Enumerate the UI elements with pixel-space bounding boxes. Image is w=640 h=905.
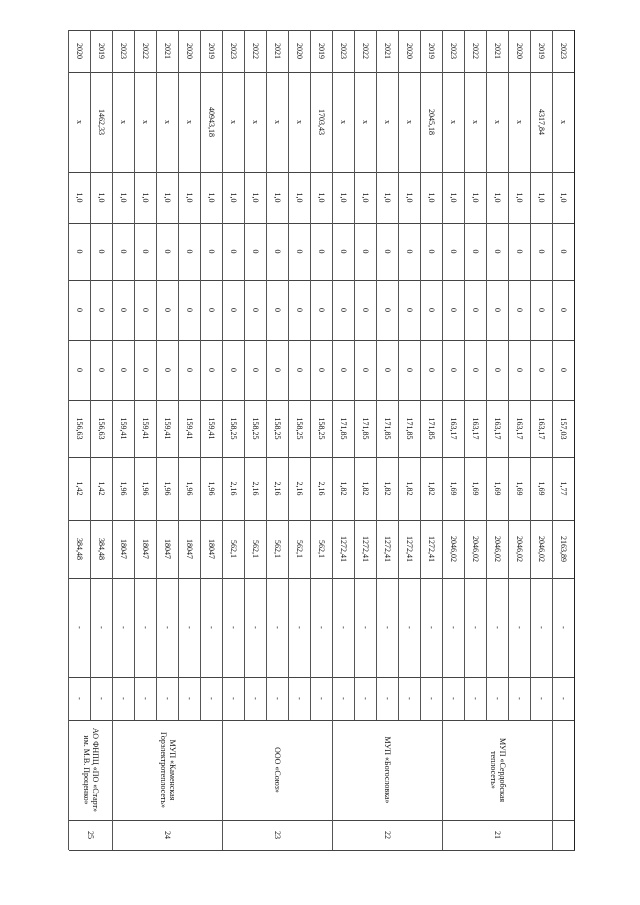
- value-cell: 0: [251, 308, 261, 312]
- value-cell: 562,1: [229, 540, 239, 558]
- value-cell: 1272,41: [427, 536, 437, 562]
- value-cell: 163,17: [471, 417, 481, 440]
- value-cell: -: [229, 697, 239, 700]
- year-cell: 2020: [515, 43, 525, 59]
- value-cell: 0: [383, 249, 393, 254]
- value-cell: x: [493, 120, 503, 124]
- value-cell: 0: [75, 249, 85, 254]
- year-cell: 2019: [537, 43, 547, 59]
- year-cell: 2023: [229, 43, 239, 59]
- value-cell: 1272,41: [383, 536, 393, 562]
- value-cell: 0: [119, 368, 129, 372]
- value-cell: 1,69: [537, 481, 547, 496]
- value-cell: 1,0: [317, 192, 327, 203]
- value-cell: x: [141, 120, 151, 124]
- value-cell: 156,63: [97, 417, 107, 440]
- value-cell: 40943,18: [207, 107, 217, 137]
- value-cell: 0: [141, 308, 151, 312]
- value-cell: 2,16: [251, 481, 261, 496]
- year-cell: 2022: [471, 43, 481, 59]
- value-cell: 0: [97, 249, 107, 254]
- value-cell: -: [471, 626, 481, 629]
- value-cell: x: [405, 120, 415, 124]
- value-cell: 18047: [163, 539, 173, 559]
- value-cell: -: [163, 697, 173, 700]
- value-cell: 562,1: [251, 540, 261, 558]
- value-cell: -: [559, 626, 569, 629]
- value-cell: 0: [141, 249, 151, 254]
- value-cell: 158,25: [317, 417, 327, 440]
- value-cell: 1,0: [119, 192, 129, 203]
- value-cell: 171,85: [383, 417, 393, 440]
- value-cell: x: [383, 120, 393, 124]
- year-cell: 2021: [383, 43, 393, 59]
- value-cell: 0: [471, 308, 481, 312]
- value-cell: 1703,43: [317, 109, 327, 135]
- value-cell: 1462,33: [97, 109, 107, 135]
- value-cell: 0: [97, 308, 107, 312]
- value-cell: 0: [493, 249, 503, 254]
- value-cell: 159,41: [119, 417, 129, 440]
- year-cell: 2022: [361, 43, 371, 59]
- row-number: 24: [163, 831, 173, 839]
- value-cell: 1,0: [383, 192, 393, 203]
- value-cell: 0: [361, 308, 371, 312]
- value-cell: -: [185, 697, 195, 700]
- organization-name: АО ФНПЦ «ПО «Старт» им. М.В. Проценко»: [82, 727, 100, 813]
- value-cell: x: [75, 120, 85, 124]
- organization-name: МУП «Сердобская теплосеть»: [489, 737, 507, 803]
- value-cell: 0: [383, 368, 393, 372]
- value-cell: -: [559, 697, 569, 700]
- value-cell: -: [339, 697, 349, 700]
- value-cell: 0: [471, 368, 481, 372]
- value-cell: 0: [75, 368, 85, 372]
- value-cell: 2163,89: [559, 536, 569, 562]
- row-number: 22: [383, 831, 393, 839]
- value-cell: 1,0: [141, 192, 151, 203]
- value-cell: 158,25: [295, 417, 305, 440]
- value-cell: x: [229, 120, 239, 124]
- value-cell: -: [361, 626, 371, 629]
- value-cell: 1,0: [229, 192, 239, 203]
- value-cell: 0: [229, 308, 239, 312]
- value-cell: 0: [207, 308, 217, 312]
- value-cell: 0: [405, 249, 415, 254]
- value-cell: 158,25: [229, 417, 239, 440]
- year-cell: 2020: [405, 43, 415, 59]
- value-cell: 0: [537, 249, 547, 254]
- value-cell: 157,03: [559, 417, 569, 440]
- value-cell: -: [537, 626, 547, 629]
- value-cell: 1,0: [559, 192, 569, 203]
- value-cell: 1,0: [449, 192, 459, 203]
- value-cell: 171,85: [339, 417, 349, 440]
- year-cell: 2022: [141, 43, 151, 59]
- value-cell: -: [383, 626, 393, 629]
- value-cell: -: [339, 626, 349, 629]
- value-cell: 0: [251, 249, 261, 254]
- grid-column-line: [69, 850, 575, 851]
- value-cell: x: [119, 120, 129, 124]
- value-cell: 0: [119, 249, 129, 254]
- value-cell: 562,1: [317, 540, 327, 558]
- value-cell: 0: [295, 368, 305, 372]
- value-cell: 1272,41: [339, 536, 349, 562]
- value-cell: 1,77: [559, 481, 569, 496]
- value-cell: 163,17: [537, 417, 547, 440]
- value-cell: -: [75, 697, 85, 700]
- value-cell: -: [163, 626, 173, 629]
- value-cell: 1,0: [493, 192, 503, 203]
- value-cell: 0: [427, 368, 437, 372]
- value-cell: -: [493, 697, 503, 700]
- value-cell: -: [427, 626, 437, 629]
- value-cell: -: [361, 697, 371, 700]
- value-cell: 0: [361, 368, 371, 372]
- value-cell: 0: [559, 308, 569, 312]
- value-cell: 2046,02: [471, 536, 481, 562]
- value-cell: 2,16: [229, 481, 239, 496]
- value-cell: 0: [339, 249, 349, 254]
- value-cell: 0: [449, 308, 459, 312]
- year-cell: 2023: [339, 43, 349, 59]
- value-cell: -: [405, 626, 415, 629]
- year-cell: 2020: [295, 43, 305, 59]
- value-cell: 1,96: [119, 481, 129, 496]
- value-cell: 1,69: [449, 481, 459, 496]
- organization-name: МУП «Каменская Горэлектротеплосеть»: [159, 731, 177, 809]
- value-cell: 18047: [141, 539, 151, 559]
- value-cell: -: [383, 697, 393, 700]
- value-cell: 0: [405, 308, 415, 312]
- value-cell: 1,0: [273, 192, 283, 203]
- value-cell: 562,1: [273, 540, 283, 558]
- value-cell: x: [471, 120, 481, 124]
- value-cell: 1,96: [141, 481, 151, 496]
- value-cell: 2046,02: [515, 536, 525, 562]
- row-number: 21: [493, 831, 503, 839]
- value-cell: 0: [163, 249, 173, 254]
- value-cell: 0: [273, 368, 283, 372]
- value-cell: 2,16: [273, 481, 283, 496]
- value-cell: x: [339, 120, 349, 124]
- value-cell: 562,1: [295, 540, 305, 558]
- value-cell: 0: [295, 308, 305, 312]
- value-cell: 0: [229, 249, 239, 254]
- value-cell: -: [405, 697, 415, 700]
- value-cell: 0: [317, 308, 327, 312]
- value-cell: -: [185, 626, 195, 629]
- year-cell: 2023: [559, 43, 569, 59]
- value-cell: -: [97, 697, 107, 700]
- value-cell: 1,42: [97, 481, 107, 496]
- value-cell: 171,85: [427, 417, 437, 440]
- value-cell: -: [273, 697, 283, 700]
- year-cell: 2019: [97, 43, 107, 59]
- row-number: 25: [86, 831, 96, 839]
- value-cell: 171,85: [405, 417, 415, 440]
- value-cell: 0: [537, 368, 547, 372]
- value-cell: 1272,41: [405, 536, 415, 562]
- value-cell: -: [471, 697, 481, 700]
- value-cell: 0: [251, 368, 261, 372]
- value-cell: 0: [537, 308, 547, 312]
- value-cell: 2045,18: [427, 109, 437, 135]
- value-cell: 1,82: [427, 481, 437, 496]
- value-cell: 1,0: [251, 192, 261, 203]
- year-cell: 2021: [273, 43, 283, 59]
- value-cell: 0: [295, 249, 305, 254]
- value-cell: 0: [383, 308, 393, 312]
- value-cell: 0: [273, 308, 283, 312]
- value-cell: 0: [427, 249, 437, 254]
- value-cell: -: [295, 626, 305, 629]
- value-cell: 18047: [207, 539, 217, 559]
- value-cell: 384,48: [97, 538, 107, 560]
- value-cell: 159,41: [141, 417, 151, 440]
- value-cell: 0: [559, 368, 569, 372]
- value-cell: 159,41: [207, 417, 217, 440]
- value-cell: 0: [163, 308, 173, 312]
- value-cell: 163,17: [515, 417, 525, 440]
- rotated-table-frame: [65, 30, 575, 850]
- value-cell: 0: [471, 249, 481, 254]
- value-cell: 1,69: [471, 481, 481, 496]
- value-cell: 0: [493, 308, 503, 312]
- value-cell: 2046,02: [537, 536, 547, 562]
- value-cell: 0: [493, 368, 503, 372]
- value-cell: -: [97, 626, 107, 629]
- value-cell: -: [141, 697, 151, 700]
- value-cell: x: [273, 120, 283, 124]
- value-cell: 0: [339, 368, 349, 372]
- value-cell: -: [427, 697, 437, 700]
- value-cell: -: [317, 697, 327, 700]
- value-cell: 158,25: [273, 417, 283, 440]
- value-cell: 0: [515, 308, 525, 312]
- value-cell: 0: [339, 308, 349, 312]
- value-cell: -: [141, 626, 151, 629]
- value-cell: 18047: [185, 539, 195, 559]
- value-cell: 0: [427, 308, 437, 312]
- value-cell: 1,42: [75, 481, 85, 496]
- value-cell: 4317,84: [537, 109, 547, 135]
- value-cell: 1,0: [339, 192, 349, 203]
- value-cell: 159,41: [163, 417, 173, 440]
- value-cell: 1,96: [163, 481, 173, 496]
- value-cell: 158,25: [251, 417, 261, 440]
- value-cell: -: [449, 697, 459, 700]
- year-cell: 2019: [207, 43, 217, 59]
- value-cell: 1,69: [515, 481, 525, 496]
- value-cell: 163,17: [449, 417, 459, 440]
- value-cell: 0: [405, 368, 415, 372]
- value-cell: 1,0: [515, 192, 525, 203]
- value-cell: 1,0: [537, 192, 547, 203]
- year-cell: 2021: [163, 43, 173, 59]
- value-cell: -: [119, 697, 129, 700]
- value-cell: 384,48: [75, 538, 85, 560]
- value-cell: 1,0: [295, 192, 305, 203]
- value-cell: 2,16: [317, 481, 327, 496]
- year-cell: 2019: [427, 43, 437, 59]
- value-cell: -: [75, 626, 85, 629]
- row-number: [553, 820, 575, 850]
- value-cell: x: [559, 120, 569, 124]
- year-cell: 2019: [317, 43, 327, 59]
- value-cell: 2,16: [295, 481, 305, 496]
- value-cell: -: [515, 626, 525, 629]
- value-cell: 0: [207, 368, 217, 372]
- value-cell: 163,17: [493, 417, 503, 440]
- value-cell: x: [361, 120, 371, 124]
- value-cell: 1,0: [75, 192, 85, 203]
- year-cell: 2022: [251, 43, 261, 59]
- value-cell: 0: [515, 368, 525, 372]
- value-cell: -: [273, 626, 283, 629]
- value-cell: -: [537, 697, 547, 700]
- value-cell: 1,0: [471, 192, 481, 203]
- value-cell: x: [185, 120, 195, 124]
- year-cell: 2023: [449, 43, 459, 59]
- value-cell: x: [163, 120, 173, 124]
- year-cell: 2021: [493, 43, 503, 59]
- value-cell: 171,85: [361, 417, 371, 440]
- value-cell: x: [295, 120, 305, 124]
- row-number: 23: [273, 831, 283, 839]
- value-cell: 1,96: [185, 481, 195, 496]
- value-cell: 1,0: [207, 192, 217, 203]
- value-cell: -: [515, 697, 525, 700]
- value-cell: 0: [449, 249, 459, 254]
- value-cell: 0: [515, 249, 525, 254]
- value-cell: 0: [273, 249, 283, 254]
- value-cell: 0: [317, 368, 327, 372]
- value-cell: -: [449, 626, 459, 629]
- value-cell: -: [229, 626, 239, 629]
- value-cell: 1,96: [207, 481, 217, 496]
- value-cell: 0: [141, 368, 151, 372]
- value-cell: 0: [185, 249, 195, 254]
- tariff-table: [65, 30, 575, 850]
- value-cell: 0: [119, 308, 129, 312]
- value-cell: 0: [361, 249, 371, 254]
- value-cell: 1,0: [361, 192, 371, 203]
- value-cell: 1,0: [97, 192, 107, 203]
- value-cell: -: [251, 626, 261, 629]
- value-cell: 1,82: [383, 481, 393, 496]
- table-top-border: [574, 30, 575, 850]
- organization-name: ООО «Союз»: [273, 747, 283, 793]
- value-cell: 0: [75, 308, 85, 312]
- value-cell: 0: [449, 368, 459, 372]
- value-cell: 1,82: [405, 481, 415, 496]
- value-cell: x: [449, 120, 459, 124]
- value-cell: 0: [185, 308, 195, 312]
- value-cell: 156,63: [75, 417, 85, 440]
- value-cell: 18047: [119, 539, 129, 559]
- organization-name: [553, 720, 575, 820]
- value-cell: x: [251, 120, 261, 124]
- value-cell: 0: [185, 368, 195, 372]
- value-cell: -: [207, 697, 217, 700]
- value-cell: 0: [97, 368, 107, 372]
- value-cell: -: [493, 626, 503, 629]
- year-cell: 2023: [119, 43, 129, 59]
- value-cell: x: [515, 120, 525, 124]
- value-cell: 0: [207, 249, 217, 254]
- value-cell: 1,82: [339, 481, 349, 496]
- value-cell: 0: [163, 368, 173, 372]
- value-cell: 2046,02: [493, 536, 503, 562]
- value-cell: -: [317, 626, 327, 629]
- value-cell: 1,0: [427, 192, 437, 203]
- value-cell: 1,82: [361, 481, 371, 496]
- value-cell: 1272,41: [361, 536, 371, 562]
- organization-name: МУП «Богословка»: [383, 736, 393, 804]
- value-cell: -: [295, 697, 305, 700]
- year-cell: 2020: [75, 43, 85, 59]
- value-cell: -: [119, 626, 129, 629]
- value-cell: 1,0: [163, 192, 173, 203]
- year-cell: 2020: [185, 43, 195, 59]
- value-cell: 0: [317, 249, 327, 254]
- value-cell: 1,0: [185, 192, 195, 203]
- value-cell: 1,69: [493, 481, 503, 496]
- value-cell: 2046,02: [449, 536, 459, 562]
- value-cell: -: [207, 626, 217, 629]
- value-cell: -: [251, 697, 261, 700]
- value-cell: 0: [559, 249, 569, 254]
- value-cell: 0: [229, 368, 239, 372]
- value-cell: 1,0: [405, 192, 415, 203]
- value-cell: 159,41: [185, 417, 195, 440]
